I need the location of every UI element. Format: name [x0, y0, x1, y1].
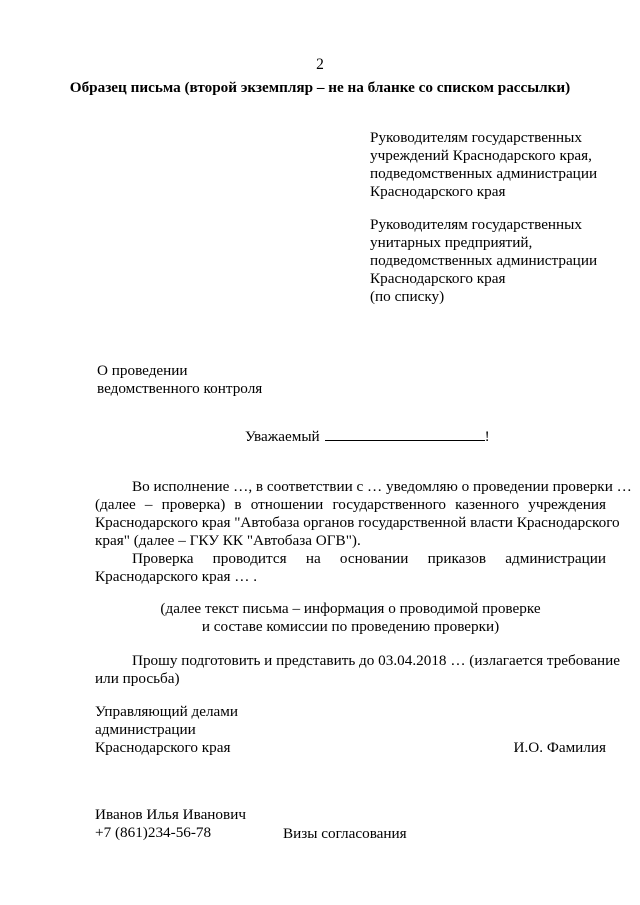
- body-paragraph-line: Проверка проводится на основании приказов администрации: [132, 550, 606, 567]
- body-paragraph-line: края" (далее – ГКУ КК "Автобаза ОГВ").: [95, 532, 361, 549]
- addressee-block-enterprises: [370, 216, 620, 306]
- approvals-label: Визы согласования: [283, 825, 407, 842]
- addressee-line: подведомственных администрации: [370, 252, 598, 269]
- body-paragraph-line: Краснодарского края … .: [95, 568, 258, 585]
- addressee-line: Краснодарского края: [370, 270, 506, 287]
- addressee-line: Руководителям государственных: [370, 129, 582, 146]
- body-paragraph-line: (далее – проверка) в отношении государственного казенного учреждения: [95, 496, 606, 513]
- page-number: 2: [316, 56, 324, 73]
- signer-position-line: Краснодарского края: [95, 739, 231, 756]
- addressee-line: Руководителям государственных: [370, 216, 582, 233]
- addressee-line: унитарных предприятий,: [370, 234, 533, 251]
- signer-position-line: Управляющий делами: [95, 703, 239, 720]
- salutation-text: Уважаемый: [245, 428, 320, 445]
- body-paragraph-line: Краснодарского края "Автобаза органов государственной власти Краснодарского: [95, 514, 620, 531]
- body-paragraph-line: или просьба): [95, 670, 180, 687]
- salutation-name-blank: [325, 428, 485, 441]
- addressee-line: (по списку): [370, 288, 445, 305]
- signer-name: И.О. Фамилия: [513, 739, 606, 756]
- letter-subject: [97, 362, 262, 398]
- subject-line: ведомственного контроля: [97, 380, 263, 397]
- body-paragraph-line: Во исполнение …, в соответствии с … уведомляю о проведении проверки …: [132, 478, 632, 495]
- document-heading: Образец письма (второй экземпляр – не на бланке со списком рассылки): [69, 79, 571, 96]
- executor-phone: +7 (861)234-56-78: [95, 824, 212, 841]
- executor-name: Иванов Илья Иванович: [95, 806, 246, 823]
- salutation: [245, 428, 490, 446]
- body-paragraph-line: Прошу подготовить и представить до 03.04.2018 … (излагается требование: [132, 652, 621, 669]
- subject-line: О проведении: [97, 362, 188, 379]
- signer-position-line: администрации: [95, 721, 196, 738]
- addressee-block-institutions: [370, 129, 620, 201]
- body-note-line: и составе комиссии по проведению проверки): [201, 618, 500, 635]
- executor-info: [95, 806, 246, 842]
- salutation-exclamation: !: [484, 428, 490, 445]
- addressee-line: учреждений Краснодарского края,: [370, 147, 592, 164]
- body-note-line: (далее текст письма – информация о проводимой проверке: [160, 600, 541, 617]
- addressee-line: Краснодарского края: [370, 183, 506, 200]
- signer-position: [95, 703, 238, 757]
- addressee-line: подведомственных администрации: [370, 165, 598, 182]
